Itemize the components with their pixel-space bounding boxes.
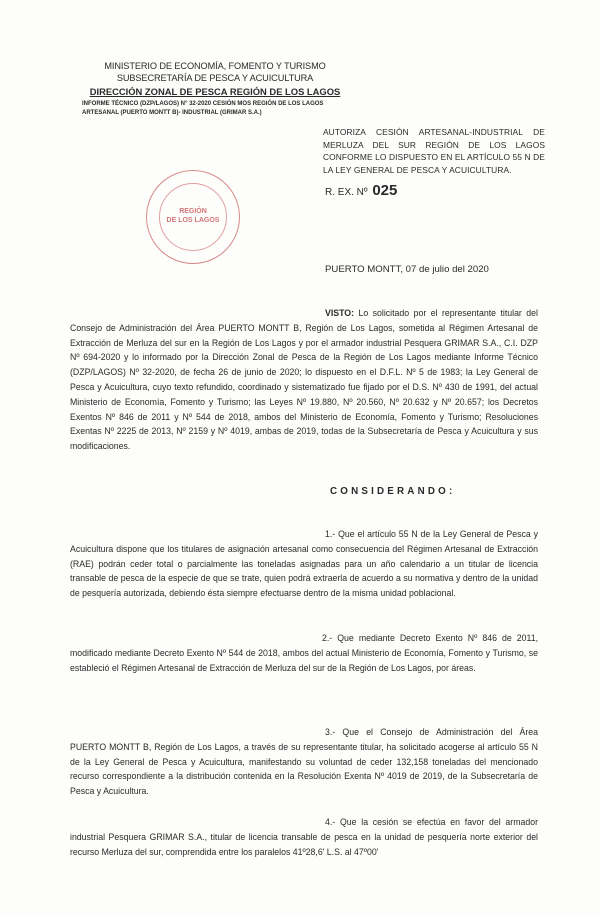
considerando-paragraph-2: 2.- Que mediante Decreto Exento Nº 846 de 2011, modificado mediante Decreto Exento Nº 544 de 2018, ambos del actual Ministerio de Economía, Fomento y Turismo, se estableció el Régimen Artesanal de Extracción de Merluza del sur de la Región de Los Lagos, por áreas. — [70, 633, 538, 673]
report-reference-line-2: ARTESANAL (PUERTO MONTT B)- INDUSTRIAL (GRIMAR S.A.) — [82, 110, 262, 116]
seal-text — [147, 207, 239, 225]
report-reference-line-1: INFORME TÉCNICO (DZP/LAGOS) N° 32-2020 CESIÓN MOS REGIÓN DE LOS LAGOS — [82, 101, 324, 107]
resolution-number-value: 025 — [372, 182, 398, 199]
directorate-name: DIRECCIÓN ZONAL DE PESCA REGIÓN DE LOS LAGOS — [89, 86, 341, 97]
considerando-paragraph-3: 3.- Que el Consejo de Administración del Área PUERTO MONTT B, Región de Los Lagos, a través de su representante titular, ha solicitado acogerse al artículo 55 N de la Ley General de Pesca y Acuicultura, manifestando su voluntad de ceder 132,158 toneladas del mencionado recurso correspondiente a la distribución contenida en la Resolución Exenta Nº 4019 de 2019, de la Subsecretaría de Pesca y Acuicultura. — [70, 727, 538, 797]
visto-paragraph — [70, 306, 538, 454]
considerando-paragraph-1: 1.- Que el artículo 55 N de la Ley General de Pesca y Acuicultura dispone que los titulares de asignación artesanal como consecuencia del Régimen Artesanal de Extracción (RAE) podrán ceder total o parcialmente las toneladas asignadas para un año calendario a un titular de licencia transable de pesca de la especie de que se trate, quien podrá extraerla de acuerdo a su normativa y dentro de la unidad de pesquería autorizada, debiendo ésta siempre efectuarse dentro de la misma unidad poblacional. — [70, 529, 538, 599]
considerando-paragraph-4: 4.- Que la cesión se efectúa en favor del armador industrial Pesquera GRIMAR S.A., titular de licencia transable de pesca en la unidad de pesquería norte exterior del recurso Merluza del sur, comprendida entre los paralelos 41º28,6' L.S. al 47º00' — [70, 817, 538, 857]
resolution-subject: AUTORIZA CESIÓN ARTESANAL-INDUSTRIAL DE MERLUZA DEL SUR REGIÓN DE LOS LAGOS CONFORME LO DISPUESTO EN EL ARTÍCULO 55 N DE LA LEY GENERAL DE PESCA Y ACUICULTURA. — [323, 127, 545, 175]
visto-lead: VISTO: — [325, 308, 355, 318]
visto-text: Lo solicitado por el representante titular del Consejo de Administración del Área PUERTO MONTT B, Región de Los Lagos, sometida al Régimen Artesanal de Extracción de Merluza del sur en la Región de Los Lagos y por el armador industrial Pesquera GRIMAR S.A., C.I. DZP Nº 694-2020 y lo informado por la Dirección Zonal de Pesca de la Región de Los Lagos mediante Informe Técnico (DZP/LAGOS) Nº 32-2020, de fecha 26 de junio de 2020; lo dispuesto en el D.F.L. Nº 5 de 1983; la Ley General de Pesca y Acuicultura, cuyo texto refundido, coordinado y sistematizado fue fijado por el D.S. Nº 430 de 1991, del actual Ministerio de Economía, Fomento y Turismo; las Leyes Nº 19.880, Nº 20.560, Nº 20.632 y Nº 20.657; los Decretos Exentos Nº 846 de 2011 y Nº 544 de 2018, ambos del Ministerio de Economía, Fomento y Turismo; Resoluciones Exentas Nº 2225 de 2013, Nº 2159 y Nº 4019, ambas de 2019, todas de la Subsecretaría de Pesca y Acuicultura y sus modificaciones. — [70, 308, 538, 452]
seal-text-line-1: REGIÓN — [179, 208, 207, 215]
ministry-name: MINISTERIO DE ECONOMÍA, FOMENTO Y TURISMO — [104, 61, 326, 71]
seal-text-line-2: DE LOS LAGOS — [166, 217, 220, 224]
resolution-number — [325, 182, 397, 199]
official-seal — [146, 170, 240, 264]
undersecretariat-name: SUBSECRETARÍA DE PESCA Y ACUICULTURA — [116, 73, 314, 83]
resolution-prefix: R. EX. Nº — [325, 187, 368, 198]
letterhead — [80, 60, 350, 118]
considerando-heading: CONSIDERANDO: — [330, 486, 456, 497]
place-and-date: PUERTO MONTT, 07 de julio del 2020 — [325, 264, 489, 275]
